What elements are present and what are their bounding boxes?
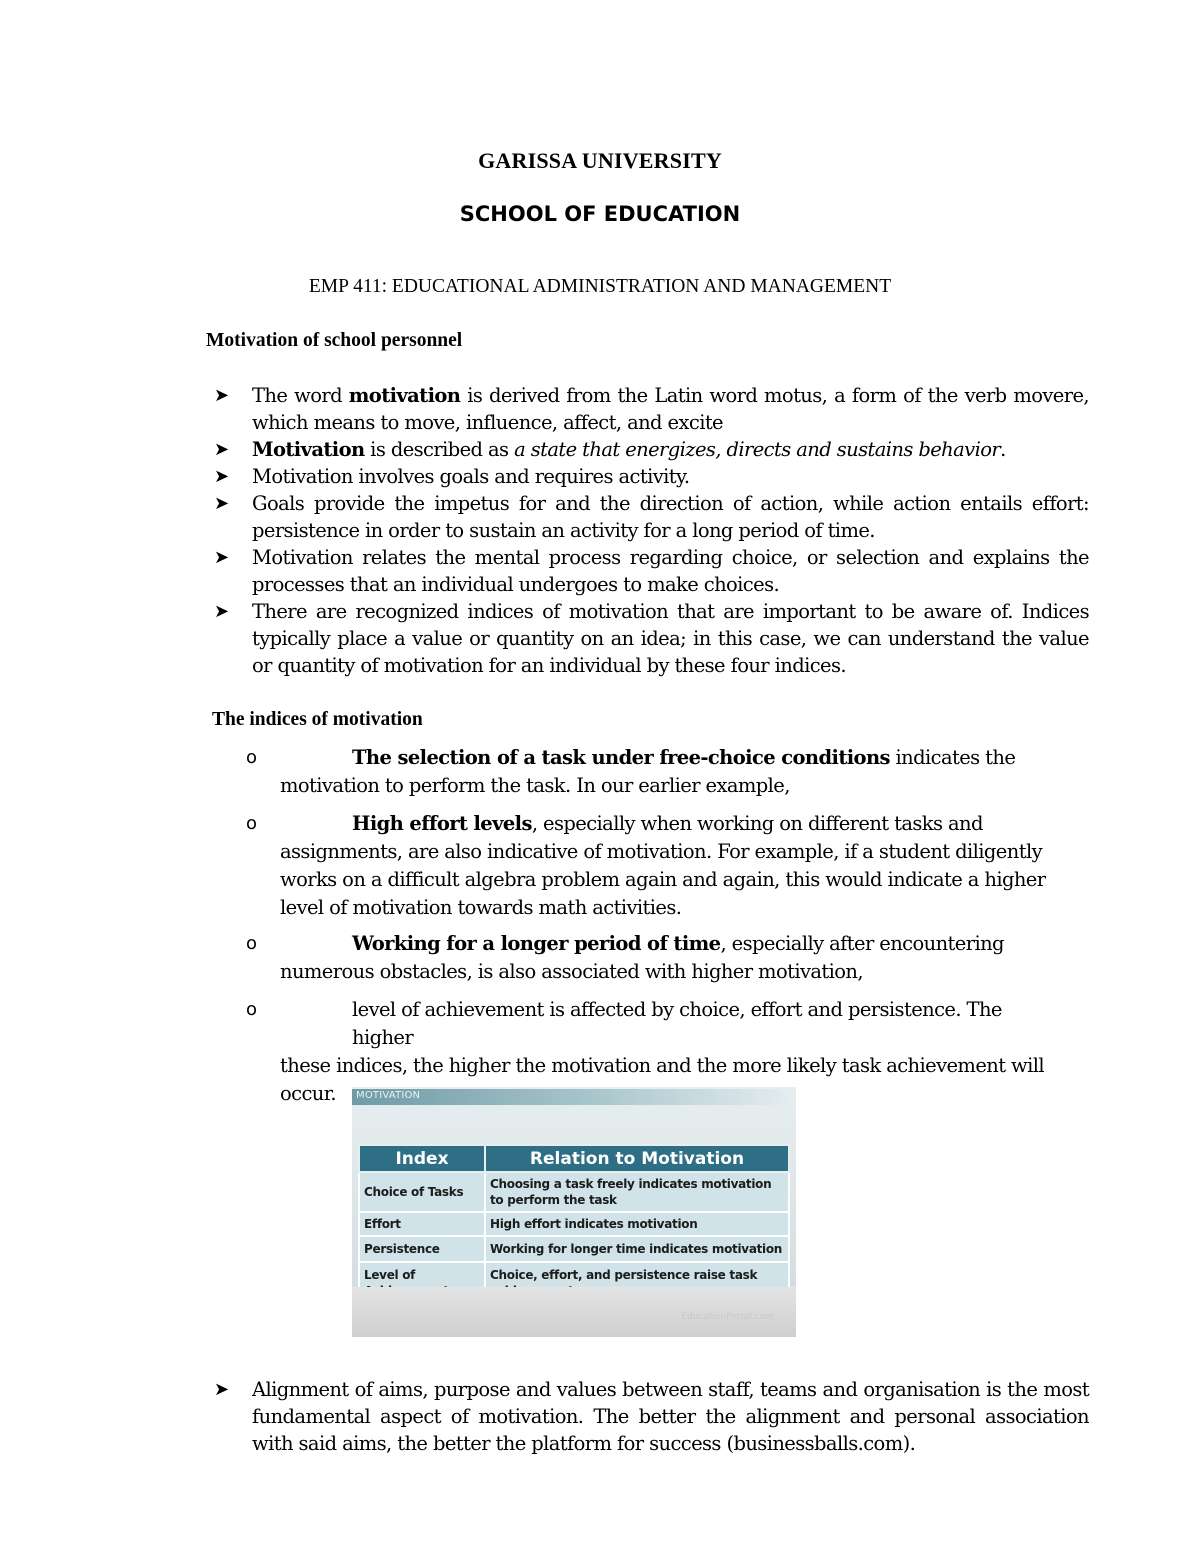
index-text: assignments, are also indicative of motivation. For example, if a student diligently works on a difficult algebra problem again and again, this would indicate a higher level of motivation towards math activities.	[280, 840, 1046, 919]
bullet-text: Goals provide the impetus for and the direction of action, while action entails effort: persistence in order to sustain an activity for a long period of time.	[252, 492, 1089, 542]
table-row	[359, 1212, 789, 1236]
bullet-text: is derived from the Latin word motus, a form of the verb movere, which means to move, influence, affect, and excite	[252, 384, 1090, 434]
table-header-relation: Relation to Motivation	[485, 1145, 789, 1172]
bullet-item	[214, 382, 1089, 436]
bullet-item	[214, 463, 1089, 490]
index-text: , especially when working on different tasks and	[531, 812, 983, 835]
arrow-bullet-icon: ➤	[214, 439, 229, 460]
table-cell-index: Level of	[359, 1262, 485, 1304]
index-bold-term: The selection of a task under free-choice conditions	[352, 746, 890, 769]
arrow-bullet-icon: ➤	[214, 466, 229, 487]
table-row	[359, 1236, 789, 1262]
index-list-item	[246, 744, 1066, 800]
index-list-item	[246, 930, 1066, 986]
index-text: , especially after encountering	[720, 932, 1004, 955]
bullet-text: Alignment of aims, purpose and values between staff, teams and organisation is the most fundamental aspect of motivation. The better the alignment and personal association with said aims, the better the platform for success (businessballs.com).	[252, 1378, 1089, 1455]
table-cell-index: Persistence	[359, 1236, 485, 1262]
university-title: GARISSA UNIVERSITY	[478, 148, 722, 173]
arrow-bullet-icon: ➤	[214, 1379, 229, 1400]
table-cell-index: Effort	[359, 1212, 485, 1236]
index-text: these indices, the higher the motivation and the more likely task achievement will occur.	[280, 1054, 1045, 1105]
table-header-index: Index	[359, 1145, 485, 1172]
bullet-text: Motivation relates the mental process regarding choice, or selection and explains the processes that an individual undergoes to make choices.	[252, 546, 1089, 596]
table-cell-relation: High effort indicates motivation	[485, 1212, 789, 1236]
arrow-bullet-icon: ➤	[214, 493, 229, 514]
table-header-row	[359, 1145, 789, 1172]
circle-bullet-icon: o	[246, 813, 257, 834]
circle-bullet-icon: o	[246, 933, 257, 954]
bullet-item	[214, 490, 1089, 544]
motivation-table-image	[352, 1087, 796, 1337]
bullet-text: is described as	[364, 438, 515, 461]
arrow-bullet-icon: ➤	[214, 601, 229, 622]
bullet-text: There are recognized indices of motivation that are important to be aware of. Indices typically place a value or quantity on an idea; in this case, we can understand the value or quantity of motivation for an individual by these four indices.	[252, 600, 1089, 677]
table-cell-relation: Working for longer time indicates motivation	[485, 1236, 789, 1262]
index-text: level of achievement is affected by choice, effort and persistence. The higher	[352, 998, 1002, 1049]
index-text: indicates the	[889, 746, 1016, 769]
closing-bullet-list	[214, 1376, 1089, 1457]
bullet-text: .	[1000, 438, 1006, 461]
motivation-bullet-list	[214, 382, 1089, 679]
index-text: motivation to perform the task. In our earlier example,	[280, 774, 790, 797]
index-bold-term: High effort levels	[352, 812, 532, 835]
index-text: numerous obstacles, is also associated with higher motivation,	[280, 960, 863, 983]
index-bold-term: Working for a longer period of time	[352, 932, 721, 955]
table-cell-index: Choice of Tasks	[359, 1172, 485, 1212]
section-title-motivation: Motivation of school personnel	[206, 330, 463, 351]
motivation-index-table	[358, 1144, 790, 1305]
section-title-indices: The indices of motivation	[212, 709, 423, 730]
bullet-bold-term: Motivation	[252, 438, 365, 461]
bullet-item	[214, 436, 1089, 463]
table-cell-relation: Choosing a task freely indicates motivation to perform the task	[485, 1172, 789, 1212]
bullet-item	[214, 1376, 1089, 1457]
arrow-bullet-icon: ➤	[214, 385, 229, 406]
table-cell-relation: Choice, effort, and persistence raise task	[485, 1262, 789, 1304]
figure-band-label: MOTIVATION	[356, 1090, 421, 1101]
circle-bullet-icon: o	[246, 999, 257, 1020]
index-list-item	[246, 810, 1066, 922]
table-row	[359, 1172, 789, 1212]
school-title: SCHOOL OF EDUCATION	[459, 202, 741, 226]
bullet-italic-definition: a state that energizes, directs and sustains behavior	[514, 438, 1001, 461]
figure-header-band	[352, 1089, 796, 1105]
bullet-text: Motivation involves goals and requires activity.	[252, 465, 690, 488]
course-title: EMP 411: EDUCATIONAL ADMINISTRATION AND MANAGEMENT	[308, 276, 892, 297]
figure-credit: EducationPortal.com	[681, 1312, 774, 1322]
circle-bullet-icon: o	[246, 747, 257, 768]
bullet-text: The word	[252, 384, 349, 407]
bullet-bold-term: motivation	[348, 384, 461, 407]
bullet-item	[214, 598, 1089, 679]
bullet-item	[214, 544, 1089, 598]
arrow-bullet-icon: ➤	[214, 547, 229, 568]
